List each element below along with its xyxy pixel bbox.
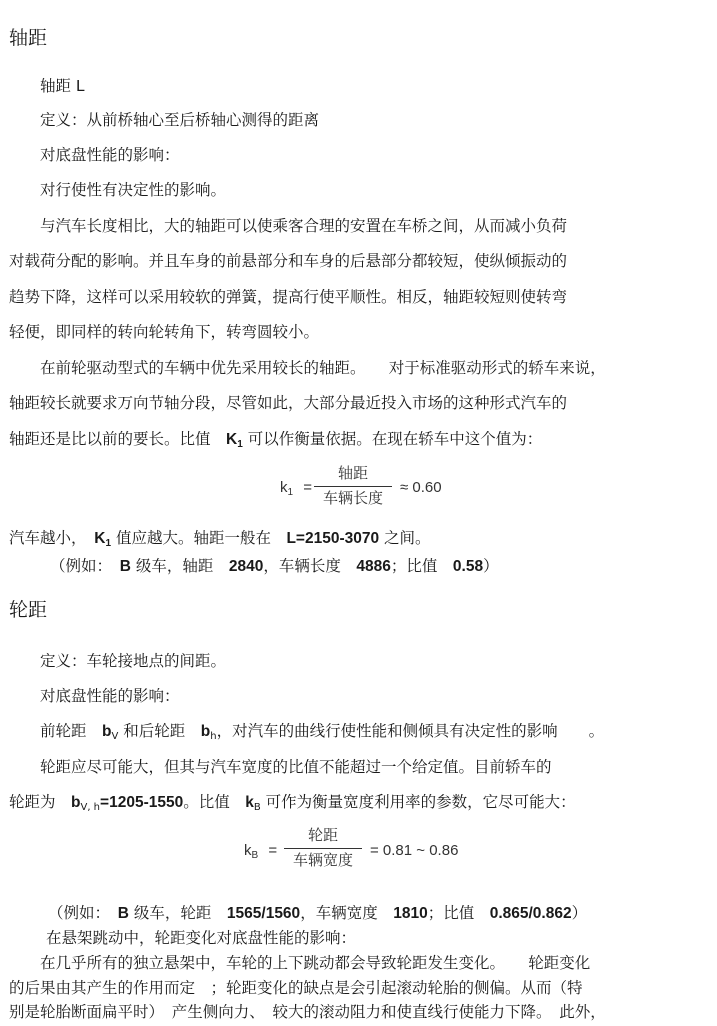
track-front-rear-line	[40, 721, 604, 747]
text-run: ，车辆长度	[263, 557, 357, 575]
formula-kb-numerator: 轮距	[307, 827, 338, 844]
formula-k1-numerator: 轴距	[337, 465, 368, 482]
text-run: B	[119, 558, 131, 575]
symbol-bh-subscript: h	[210, 731, 217, 742]
wheelbase-para3-line-1: 在前轮驱动型式的车辆中优先采用较长的轴距。 对于标准驱动形式的轿车来说，	[40, 359, 606, 377]
text-run: 轮距为	[9, 793, 72, 811]
symbol-kb-subscript: B	[253, 802, 261, 813]
formula-k1-lhs-symbol: k	[280, 479, 288, 496]
wheelbase-influence-1: 对行使性有决定性的影响。	[40, 181, 227, 199]
text-run: ）	[571, 904, 588, 922]
text-run: 前轮距	[40, 722, 103, 740]
text-run: 级车，轮距	[128, 904, 227, 922]
text-run: ，车辆宽度	[300, 904, 394, 922]
symbol-bv: b	[102, 723, 112, 740]
example-track-ratio-value: 0.865/0.862	[489, 905, 572, 922]
text-run: 之间。	[379, 529, 431, 547]
suspension-line-3: 别是轮胎断面扁平时） 产生侧向力、 较大的滚动阻力和使直线行使能力下降。 此外，	[9, 1003, 606, 1021]
formula-kb-fraction	[284, 826, 362, 871]
symbol-k1: K	[226, 431, 238, 448]
symbol-bh: b	[200, 723, 211, 740]
formula-kb-rhs: = 0.81 ~ 0.86	[370, 842, 459, 859]
suspension-line-1: 在几乎所有的独立悬架中，车轮的上下跳动都会导致轮距发生变化。 轮距变化	[40, 954, 591, 972]
text-run: （例如：	[48, 904, 118, 922]
track-para-line-1: 轮距应尽可能大，但其与汽车宽度的比值不能超过一个给定值。目前轿车的	[40, 758, 552, 776]
track-range: =1205-1550	[100, 794, 184, 811]
text-run: 可作为衡量宽度利用率的参数，它尽可能大：	[260, 793, 576, 811]
wheelbase-example	[50, 556, 499, 577]
wheelbase-para2-line-3: 趋势下降，这样可以采用较软的弹簧，提高行使平顺性。相反，轴距较短则使转弯	[9, 288, 568, 306]
wheelbase-para3-line-3	[9, 429, 542, 455]
text-run: 可以作衡量依据。在现在轿车中这个值为：	[242, 430, 543, 448]
formula-kb-lhs-symbol: k	[244, 842, 252, 859]
text-run: （例如：	[50, 557, 120, 575]
wheelbase-symbol-line: 轴距 L	[40, 77, 85, 95]
wheelbase-para2-line-4: 轻便，即同样的转向轮转角下，转弯圆较小。	[9, 323, 320, 341]
wheelbase-influence-title: 对底盘性能的影响：	[40, 146, 180, 164]
symbol-k1-subscript: 1	[237, 439, 243, 450]
formula-kb-lhs-subscript: B	[251, 850, 259, 861]
text-run: B	[117, 905, 129, 922]
text-run: 和后轮距	[118, 722, 201, 740]
formula-k1-fraction	[314, 464, 392, 509]
text-run: ；比值	[390, 557, 453, 575]
track-para-line-2	[9, 792, 576, 818]
track-definition: 定义：车轮接地点的间距。	[40, 652, 227, 670]
track-example	[48, 903, 587, 924]
text-run: ）	[483, 557, 499, 575]
track-influence-title: 对底盘性能的影响：	[40, 687, 180, 705]
formula-kb-denominator: 车辆宽度	[292, 852, 353, 869]
formula-k1-equals: =	[303, 479, 312, 496]
example-width-value: 1810	[393, 905, 428, 922]
text-run: 值应越大。轴距一般在	[111, 529, 287, 547]
formula-k1-fraction-bar	[314, 486, 392, 487]
symbol-bv-subscript: V	[111, 731, 119, 742]
wheelbase-para2-line-2: 对载荷分配的影响。并且车身的前悬部分和车身的后悬部分都较短，使纵倾振动的	[9, 252, 568, 270]
wheelbase-definition: 定义：从前桥轴心至后桥轴心测得的距离	[40, 111, 320, 129]
formula-kb-fraction-bar	[284, 848, 362, 849]
symbol-k1-subscript: 1	[105, 538, 112, 549]
text-run: 轴距还是比以前的要长。比值	[9, 430, 227, 448]
example-ratio-value: 0.58	[452, 558, 484, 575]
formula-kb-equals: =	[268, 842, 278, 859]
wheelbase-after-formula	[9, 528, 431, 554]
wheelbase-para3-line-2: 轴距较长就要求万向节轴分段，尽管如此，大部分最近投入市场的这种形式汽车的	[9, 394, 568, 412]
symbol-kb: k	[245, 794, 254, 811]
text-run: 级车，轴距	[130, 557, 229, 575]
formula-kb-lhs	[244, 842, 277, 861]
wheelbase-para2-line-1: 与汽车长度相比，大的轴距可以使乘客合理的安置在车桥之间，从而减小负荷	[40, 217, 568, 235]
suspension-line-2: 的后果由其产生的作用而定 ；轮距变化的缺点是会引起滚动轮胎的侧偏。从而（特	[9, 979, 583, 997]
formula-k1-lhs-subscript: 1	[287, 487, 294, 498]
text-run: ，对汽车的曲线行使性能和侧倾具有决定性的影响 。	[216, 722, 605, 740]
example-track-value: 1565/1560	[226, 905, 301, 922]
formula-k1-lhs	[280, 479, 312, 498]
example-wheelbase-value: 2840	[228, 558, 264, 575]
heading-wheelbase: 轴距	[9, 27, 48, 49]
symbol-k1: K	[94, 530, 106, 547]
wheelbase-range: L=2150-3070	[286, 530, 380, 547]
example-length-value: 4886	[356, 558, 391, 575]
symbol-bvh-subscript: V, h	[80, 802, 101, 813]
text-run: 。比值	[183, 793, 246, 811]
text-run: ；比值	[427, 904, 490, 922]
heading-track: 轮距	[9, 599, 48, 621]
text-run: 汽车越小，	[9, 529, 95, 547]
suspension-title: 在悬架跳动中，轮距变化对底盘性能的影响：	[46, 929, 357, 947]
symbol-bvh: b	[71, 794, 81, 811]
formula-k1-rhs: ≈ 0.60	[400, 479, 442, 496]
formula-k1-denominator: 车辆长度	[322, 490, 383, 507]
